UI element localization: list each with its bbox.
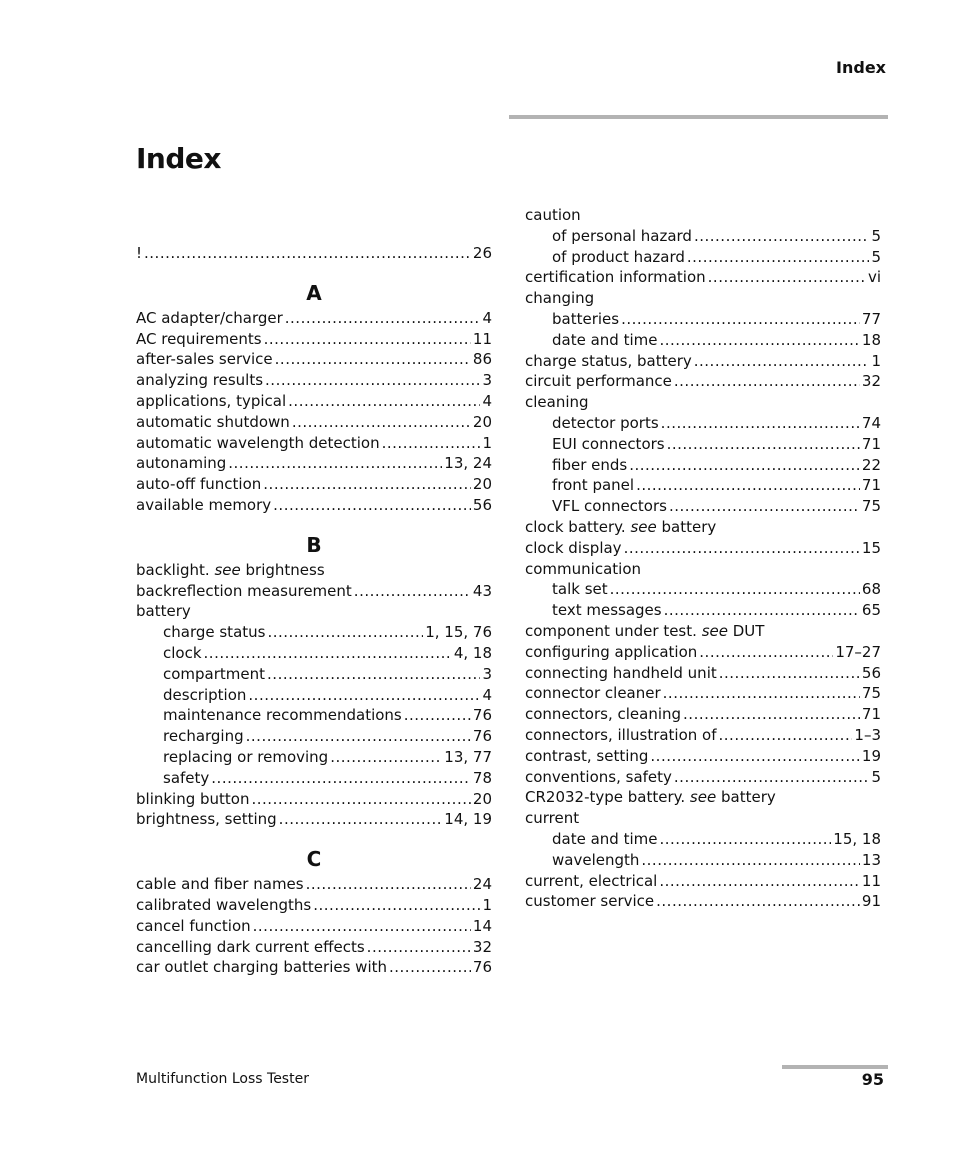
index-subentry: safety ..... 78 — [136, 768, 492, 789]
index-entry: automatic shutdown ..... 20 — [136, 412, 492, 433]
index-entry: connectors, cleaning ..... 71 — [525, 704, 881, 725]
index-entry: current, electrical ..... 11 — [525, 871, 881, 892]
index-heading: changing — [525, 289, 595, 308]
index-entry: cable and fiber names ..... 24 — [136, 874, 492, 895]
index-entry: applications, typical ..... 4 — [136, 391, 492, 412]
index-entry: automatic wavelength detection ..... 1 — [136, 433, 492, 454]
index-entry: cancelling dark current effects ..... 32 — [136, 937, 492, 958]
footer-product-name: Multifunction Loss Tester — [136, 1071, 309, 1087]
index-entry: configuring application ..... 17–27 — [525, 642, 881, 663]
index-subentry: of product hazard ..... 5 — [525, 247, 881, 268]
index-entry: analyzing results ..... 3 — [136, 370, 492, 391]
page-number: 95 — [861, 1070, 884, 1089]
index-entry: charge status, battery ..... 1 — [525, 351, 881, 372]
index-column-right — [525, 205, 881, 912]
index-subentry: maintenance recommendations ..... 76 — [136, 705, 492, 726]
index-entry: certification information ..... vi — [525, 267, 881, 288]
index-subentry: date and time ..... 15, 18 — [525, 829, 881, 850]
index-entry: connectors, illustration of ..... 1–3 — [525, 725, 881, 746]
section-letter-b: B — [306, 532, 322, 557]
index-heading: battery — [136, 602, 191, 621]
index-entry: connector cleaner ..... 75 — [525, 683, 881, 704]
index-entry: blinking button ..... 20 — [136, 789, 492, 810]
index-entry: autonaming ..... 13, 24 — [136, 453, 492, 474]
index-entry: AC adapter/charger ..... 4 — [136, 308, 492, 329]
running-head: Index — [836, 58, 886, 77]
index-subentry: VFL connectors ..... 75 — [525, 496, 881, 517]
index-entry: available memory ..... 56 — [136, 495, 492, 516]
header-rule — [509, 115, 888, 119]
index-subentry: of personal hazard ..... 5 — [525, 226, 881, 247]
index-entry: AC requirements ..... 11 — [136, 329, 492, 350]
index-subentry: date and time ..... 18 — [525, 330, 881, 351]
index-entry: brightness, setting ..... 14, 19 — [136, 809, 492, 830]
index-subentry: EUI connectors ..... 71 — [525, 434, 881, 455]
index-entry: calibrated wavelengths ..... 1 — [136, 895, 492, 916]
index-entry: connecting handheld unit ..... 56 — [525, 663, 881, 684]
section-letter-a: A — [306, 280, 322, 305]
index-subentry: recharging ..... 76 — [136, 726, 492, 747]
index-heading: current — [525, 809, 580, 828]
index-entry: auto-off function ..... 20 — [136, 474, 492, 495]
index-subentry: charge status ..... 1, 15, 76 — [136, 622, 492, 643]
index-entry: conventions, safety ..... 5 — [525, 767, 881, 788]
index-entry: backreflection measurement ..... 43 — [136, 581, 492, 602]
index-entry: car outlet charging batteries with ..... 76 — [136, 957, 492, 978]
index-entry: ! ..... 26 — [136, 243, 492, 264]
page-title: Index — [136, 142, 221, 175]
index-subentry: replacing or removing ..... 13, 77 — [136, 747, 492, 768]
index-subentry: wavelength ..... 13 — [525, 850, 881, 871]
index-subentry: clock ..... 4, 18 — [136, 643, 492, 664]
index-column-left — [136, 243, 492, 978]
index-heading: caution — [525, 206, 581, 224]
index-heading: communication — [525, 559, 642, 578]
index-entry-see: backlight. see brightness — [136, 560, 325, 579]
index-subentry: front panel ..... 71 — [525, 475, 881, 496]
section-letter-c: C — [306, 847, 322, 872]
index-entry: contrast, setting ..... 19 — [525, 746, 881, 767]
index-subentry: description ..... 4 — [136, 685, 492, 706]
index-entry: circuit performance ..... 32 — [525, 371, 881, 392]
index-entry: clock display ..... 15 — [525, 538, 881, 559]
index-subentry: batteries ..... 77 — [525, 309, 881, 330]
index-entry: cancel function ..... 14 — [136, 916, 492, 937]
index-entry-see: clock battery. see battery — [525, 517, 717, 536]
index-entry: after-sales service ..... 86 — [136, 349, 492, 370]
index-subentry: talk set ..... 68 — [525, 579, 881, 600]
index-entry-see: CR2032-type battery. see battery — [525, 788, 776, 807]
footer-rule — [782, 1065, 888, 1069]
index-subentry: compartment ..... 3 — [136, 664, 492, 685]
index-heading: cleaning — [525, 393, 589, 412]
index-subentry: fiber ends ..... 22 — [525, 455, 881, 476]
index-entry: customer service ..... 91 — [525, 891, 881, 912]
index-entry-see: component under test. see DUT — [525, 621, 765, 640]
index-subentry: text messages ..... 65 — [525, 600, 881, 621]
index-subentry: detector ports ..... 74 — [525, 413, 881, 434]
